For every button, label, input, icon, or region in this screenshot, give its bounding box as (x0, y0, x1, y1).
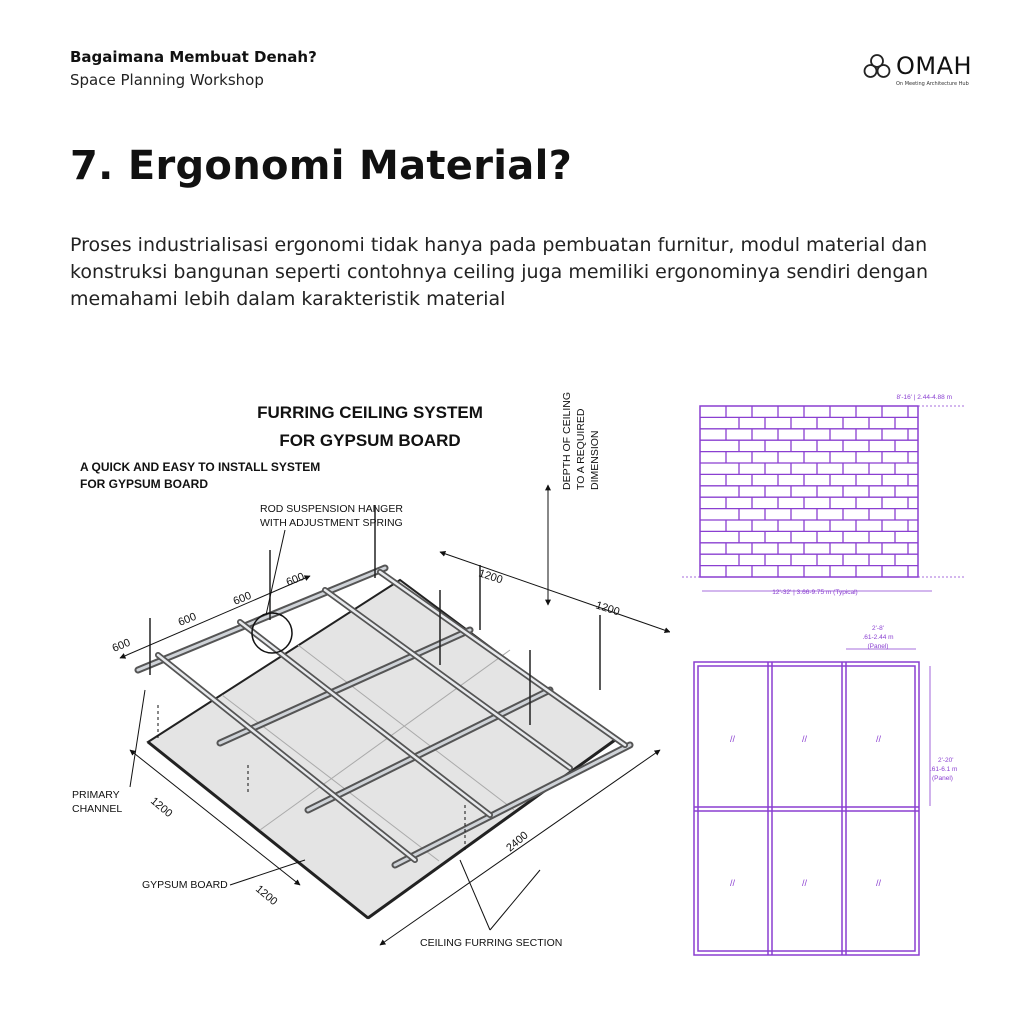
glass-frame (694, 662, 919, 955)
label-depth-3: DIMENSION (589, 430, 601, 490)
dim-1200-c: 1200 (148, 795, 175, 821)
header-subtitle: Space Planning Workshop (70, 71, 264, 89)
glass-mark: // (802, 878, 808, 888)
furring-ceiling-diagram (70, 390, 670, 970)
dim-1200-a: 1200 (477, 567, 505, 587)
dim-1200-d: 1200 (253, 883, 280, 909)
brick-rows (700, 406, 918, 577)
diagram-subtitle-1: A QUICK AND EASY TO INSTALL SYSTEM (80, 460, 321, 474)
label-depth-1: DEPTH OF CEILING (561, 391, 573, 490)
header-title: Bagaimana Membuat Denah? (70, 48, 317, 66)
glass-width-dim-2: .61-2.44 m (862, 634, 894, 641)
glass-mark: // (876, 878, 882, 888)
glass-mark: // (876, 734, 882, 744)
label-primary-2: CHANNEL (72, 803, 123, 815)
page-heading: 7. Ergonomi Material? (70, 143, 573, 189)
label-rod-2: WITH ADJUSTMENT SPRING (260, 517, 403, 529)
dim-2400: 2400 (504, 829, 531, 855)
glass-panel-diagram (680, 618, 970, 963)
glass-height-dim-2: .61-6.1 m (930, 766, 958, 773)
diagram-title-1: FURRING CEILING SYSTEM (257, 403, 483, 422)
omah-logo (862, 52, 992, 92)
brick-panel-diagram (680, 385, 970, 605)
dim-600-b: 600 (176, 610, 199, 629)
label-depth-2: TO A REQUIRED (575, 408, 587, 490)
dim-600-a: 600 (110, 636, 133, 655)
logo-wordmark: OMAH (896, 52, 973, 80)
label-furring: CEILING FURRING SECTION (420, 937, 563, 949)
dim-1200-b: 1200 (594, 599, 622, 619)
logo-tagline: On Meeting Architecture Hub (896, 81, 969, 87)
glass-mark: // (802, 734, 808, 744)
brick-width-dim: 12'-32' | 3.66-9.75 m (Typical) (772, 589, 858, 596)
label-rod-1: ROD SUSPENSION HANGER (260, 503, 403, 515)
brick-height-dim: 8'-16' | 2.44-4.88 m (896, 394, 952, 401)
trefoil-circles-icon (862, 52, 892, 82)
glass-width-dim-1: 2'-8' (872, 625, 884, 632)
diagram-title-2: FOR GYPSUM BOARD (279, 431, 461, 450)
glass-height-dim-1: 2'-20' (938, 757, 954, 764)
diagram-subtitle-2: FOR GYPSUM BOARD (80, 477, 209, 491)
dim-600-d: 600 (284, 570, 307, 589)
glass-mark: // (730, 878, 736, 888)
glass-mark: // (730, 734, 736, 744)
glass-height-dim-3: (Panel) (932, 775, 953, 782)
dim-600-c: 600 (231, 589, 254, 608)
glass-width-dim-3: (Panel) (867, 643, 889, 650)
intro-paragraph: Proses industrialisasi ergonomi tidak hanya pada pembuatan furnitur, modul material dan konstruksi bangunan seperti contohnya ceiling juga memiliki ergonominya sendiri dengan memahami lebih dalam karakteristik material (70, 234, 929, 310)
label-gypsum: GYPSUM BOARD (142, 879, 228, 891)
label-primary-1: PRIMARY (72, 789, 120, 801)
